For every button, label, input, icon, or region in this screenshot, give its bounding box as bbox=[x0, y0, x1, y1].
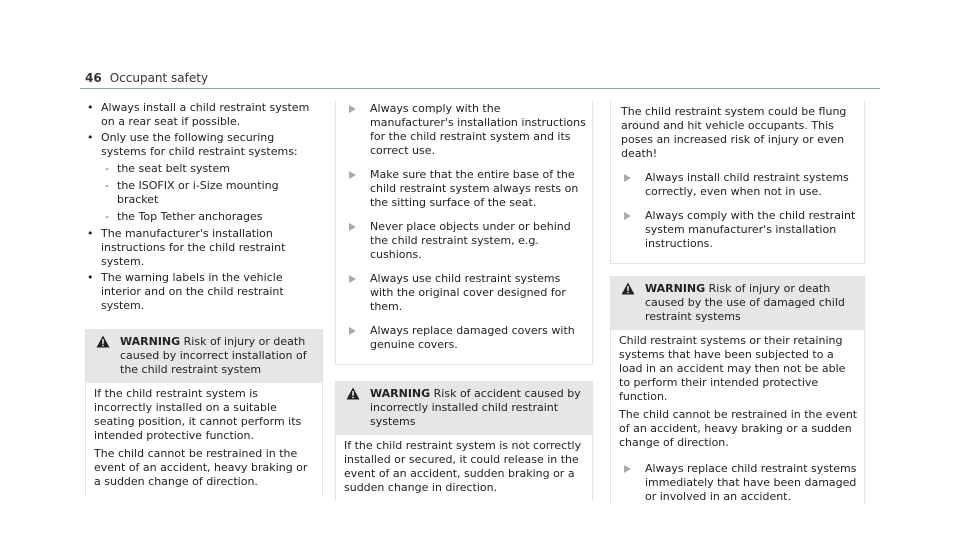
warning-paragraph: The child restraint system could be flung around and hit vehicle occupants. This poses an increased risk of injury or even death! bbox=[621, 105, 847, 160]
bullet-item: • Only use the following securing systems for child restraint systems: bbox=[85, 131, 323, 159]
warning-triangle-icon bbox=[621, 282, 635, 295]
instruction-item: Always replace damaged covers with genuine covers. bbox=[336, 324, 592, 352]
bullet-item: • The manufacturer's installation instructions for the child restraint system. bbox=[85, 227, 323, 269]
warning-title: Risk of injury or death caused by the use of damaged child restraint systems bbox=[645, 282, 845, 323]
instruction-item: Always use child restraint systems with the original cover designed for them. bbox=[336, 272, 592, 314]
warning-title: Risk of injury or death caused by incorrect installation of the child restraint system bbox=[120, 335, 307, 376]
page-header bbox=[85, 71, 208, 85]
warning-body bbox=[86, 383, 322, 495]
warning-box bbox=[335, 381, 593, 501]
warning-paragraph: Child restraint systems or their retaining systems that have been subjected to a load in an accident may then not be able to perform their intended protective function. bbox=[619, 334, 846, 403]
instruction-item: Make sure that the entire base of the child restraint system always rests on the sitting surface of the seat. bbox=[336, 168, 592, 210]
warning-header bbox=[611, 276, 864, 330]
warning-paragraph: The child cannot be restrained in the event of an accident, heavy braking or a sudden change of direction. bbox=[619, 408, 858, 449]
column-3 bbox=[610, 101, 865, 514]
warning-triangle-icon bbox=[96, 335, 110, 348]
continued-warning-box bbox=[610, 101, 865, 264]
bullet-item: • The warning labels in the vehicle interior and on the child restraint system. bbox=[85, 271, 323, 313]
warning-triangle-icon bbox=[346, 387, 360, 400]
header-rule bbox=[80, 88, 880, 89]
warning-header bbox=[86, 329, 322, 383]
warning-label: WARNING bbox=[645, 282, 706, 295]
warning-title: Risk of accident caused by incorrectly installed child restraint systems bbox=[370, 387, 581, 428]
page-number: 46 bbox=[85, 71, 102, 85]
warning-paragraph: If the child restraint system is incorrectly installed on a suitable seating position, it cannot perform its intended protective function. bbox=[94, 387, 302, 442]
warning-box bbox=[610, 276, 865, 504]
warning-paragraph: The child cannot be restrained in the event of an accident, heavy braking or a sudden change of direction. bbox=[94, 447, 308, 488]
warning-label: WARNING bbox=[370, 387, 431, 400]
sub-item: - the seat belt system bbox=[85, 162, 323, 176]
warning-box bbox=[85, 329, 323, 495]
instruction-item: Always comply with the child restraint system manufacturer's installation instructions. bbox=[611, 209, 864, 251]
sub-item: - the Top Tether anchorages bbox=[85, 210, 323, 224]
instruction-item: Always install child restraint systems correctly, even when not in use. bbox=[611, 171, 864, 199]
warning-label: WARNING bbox=[120, 335, 181, 348]
warning-body bbox=[611, 330, 864, 456]
section-title: Occupant safety bbox=[109, 71, 209, 85]
warning-body bbox=[336, 435, 592, 501]
instructions-box bbox=[335, 101, 593, 365]
warning-header bbox=[336, 381, 592, 435]
bullet-item: • Always install a child restraint system on a rear seat if possible. bbox=[85, 101, 323, 129]
instruction-item: Always replace child restraint systems immediately that have been damaged or involved in an accident. bbox=[611, 462, 864, 504]
instruction-item: Always comply with the manufacturer's installation instructions for the child restraint system and its correct use. bbox=[336, 102, 592, 158]
warning-paragraph: If the child restraint system is not correctly installed or secured, it could release in the event of an accident, sudden braking or a sudden change in direction. bbox=[344, 439, 582, 494]
sub-item: - the ISOFIX or i-Size mounting bracket bbox=[85, 179, 323, 207]
column-2 bbox=[335, 101, 593, 501]
column-1 bbox=[85, 101, 323, 495]
instruction-item: Never place objects under or behind the child restraint system, e.g. cushions. bbox=[336, 220, 592, 262]
